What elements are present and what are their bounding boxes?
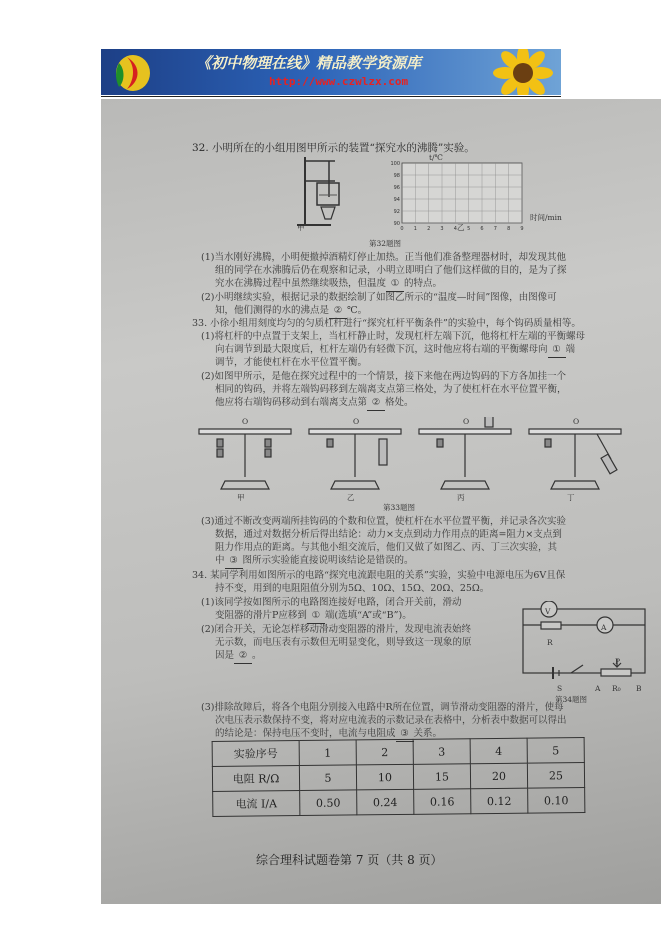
q33-fig-o-label-4: O bbox=[573, 417, 580, 426]
q34-p2-line2: 无示数，而电压表有示数但无明显变化，则导致这一现象的原 bbox=[215, 637, 472, 648]
q34-rheostat-label: R₀ bbox=[612, 684, 621, 693]
q34-caption: 第34题图 bbox=[555, 695, 588, 704]
q32-fig-b-label: 乙 bbox=[457, 223, 465, 232]
q33-fig-o-label-1: O bbox=[242, 417, 249, 426]
table-cell: 0.50 bbox=[300, 790, 357, 816]
q34-ammeter-label: A bbox=[601, 623, 607, 632]
table-header-current: 电流 I/A bbox=[213, 791, 300, 817]
graph-y-tick-label: 96 bbox=[393, 185, 400, 191]
table-cell: 1 bbox=[299, 740, 356, 766]
graph-x-tick-label: 3 bbox=[440, 226, 444, 232]
q34-p2-line1: (2)闭合开关，无论怎样移动滑动变阻器的滑片，发现电流表始终 bbox=[201, 624, 471, 635]
table-cell: 5 bbox=[527, 738, 584, 764]
q33-fig-label-2: 乙 bbox=[347, 493, 355, 502]
q34-p2-blank: ② bbox=[234, 649, 252, 664]
q33-p2-line3-text: 他应将右端钩码移动到右端离支点第 bbox=[215, 397, 368, 408]
q34-p2-line3 bbox=[215, 649, 262, 664]
q34-stem-line2: 持不变，用到的电阻阻值分别为5Ω、10Ω、15Ω、20Ω、25Ω。 bbox=[215, 583, 490, 594]
q33-p2-line1: (2)如图甲所示，是他在探究过程中的一个情景，接下来他在两边钩码的下方各加挂一个 bbox=[201, 371, 566, 382]
exam-page-photo bbox=[101, 99, 661, 904]
q33-p2-tail: 格处。 bbox=[385, 397, 414, 408]
q33-p3-line2: 数据，通过对数据分析后得出结论：动力×支点到动力作用点的距离=阻力×支点到 bbox=[215, 529, 562, 540]
page-footer: 综合理科试题卷第 7 页（共 8 页） bbox=[256, 853, 443, 867]
graph-x-tick-label: 0 bbox=[400, 226, 404, 232]
table-cell: 3 bbox=[413, 739, 470, 765]
graph-y-tick-label: 90 bbox=[393, 221, 400, 227]
table-cell: 25 bbox=[527, 763, 584, 789]
q32-p2-line2-text: 知，他们测得的水的沸点是 bbox=[215, 305, 330, 316]
q33-p3-blank: ③ bbox=[225, 554, 243, 569]
q32-p1-tail: 的特点。 bbox=[404, 278, 443, 289]
table-cell: 0.12 bbox=[471, 788, 528, 814]
table-header-resistance: 电阻 R/Ω bbox=[212, 766, 299, 792]
graph-x-tick-label: 4 bbox=[453, 226, 457, 232]
q34-p3-line2: 次电压表示数保持不变，将对应电流表的示数记录在表格中，分析表中数据可以得出 bbox=[215, 715, 567, 726]
q33-p2-line3 bbox=[215, 396, 414, 411]
graph-y-tick-label: 94 bbox=[393, 197, 400, 203]
table-row bbox=[212, 763, 584, 792]
table-row bbox=[213, 788, 585, 817]
q32-caption: 第32题图 bbox=[369, 239, 402, 248]
graph-y-tick-label: 98 bbox=[393, 173, 400, 179]
q34-p2-tail: 。 bbox=[252, 650, 262, 661]
header-banner bbox=[101, 49, 561, 95]
q34-p3-line3-text: 的结论是：保持电压不变时，电流与电阻成 bbox=[215, 728, 396, 739]
graph-x-tick-label: 6 bbox=[480, 226, 484, 232]
graph-x-tick-label: 2 bbox=[427, 226, 431, 232]
q33-p3-line4a: 中 bbox=[215, 555, 225, 566]
q34-switch-label: S bbox=[557, 684, 563, 693]
q33-p1-line2-text: 向右调节到最大限度后，杠杆左端仍有轻微下沉，这时他应将右端的平衡螺母向 bbox=[215, 344, 548, 355]
q32-p2-tail: ℃。 bbox=[347, 305, 368, 316]
q32-p1-line2: 组的同学在水沸腾后仍在观察和记录，小明立即明白了他们这样做的目的，是为了探 bbox=[215, 265, 567, 276]
q33-stem: 33. 小徐小组用刻度均匀的匀质杠杆进行“探究杠杆平衡条件”的实验中，每个钩码质量相等。 bbox=[192, 318, 581, 329]
q33-lever-figures bbox=[193, 417, 623, 507]
q34-p1-tail: 端(选填“A”或“B”)。 bbox=[324, 610, 412, 621]
graph-x-tick-label: 9 bbox=[520, 226, 524, 232]
banner-url[interactable]: http://www.czwlzx.com bbox=[269, 75, 409, 88]
q34-slider-label: P bbox=[615, 657, 621, 666]
q34-stem-line1: 34. 某同学利用如图所示的电路“探究电流跟电阻的关系”实验，实验中电源电压为6V且保 bbox=[192, 570, 566, 581]
q32-graph-x-label: 时间/min bbox=[530, 213, 562, 222]
graph-x-tick-label: 7 bbox=[493, 226, 497, 232]
q34-end-b-label: B bbox=[636, 684, 642, 693]
q34-p3-line1: (3)排除故障后，将各个电阻分别接入电路中R所在位置，调节滑动变阻器的滑片，使每 bbox=[201, 702, 564, 713]
site-logo-icon bbox=[105, 49, 165, 95]
graph-plot-area bbox=[402, 163, 522, 223]
q32-graph-y-label: t/℃ bbox=[429, 153, 443, 162]
q33-p3-line3: 阻力作用点的距离。与其他小组交流后，他们又做了如图乙、丙、丁三次实验，其 bbox=[215, 542, 558, 553]
q32-p1-line3-text: 究水在沸腾过程中虽然继续吸热，但温度 bbox=[215, 278, 387, 289]
q32-p2-line1: (2)小明继续实验，根据记录的数据绘制了如图乙所示的“温度—时间”图像，由图像可 bbox=[201, 292, 557, 303]
q32-p1-line3 bbox=[215, 277, 442, 292]
table-cell: 20 bbox=[470, 763, 527, 789]
graph-x-tick-label: 1 bbox=[413, 226, 417, 232]
q34-circuit-diagram bbox=[513, 601, 653, 681]
table-cell: 5 bbox=[299, 765, 356, 791]
table-row bbox=[212, 738, 584, 767]
table-cell: 10 bbox=[356, 764, 413, 790]
q33-p1-tail: 端 bbox=[565, 344, 576, 355]
q34-end-a-label: A bbox=[595, 684, 601, 693]
table-cell: 0.10 bbox=[528, 788, 585, 814]
q32-p2-blank: ② bbox=[329, 304, 347, 319]
q33-fig-label-3: 丙 bbox=[457, 493, 465, 502]
q33-p3-line1: (3)通过不断改变两端所挂钩码的个数和位置，使杠杆在水平位置平衡，并记录各次实验 bbox=[201, 516, 566, 527]
q33-p3-line4b: 图所示实验能直接说明该结论是错误的。 bbox=[242, 555, 414, 566]
graph-x-tick-label: 8 bbox=[507, 226, 511, 232]
q33-fig-o-label-3: O bbox=[463, 417, 470, 426]
graph-y-tick-label: 92 bbox=[393, 209, 400, 215]
table-cell: 4 bbox=[470, 738, 527, 764]
q33-caption: 第33题图 bbox=[383, 503, 416, 512]
table-header-seq: 实验序号 bbox=[212, 741, 299, 767]
q34-p1-line2-text: 变阻器的滑片P应移到 bbox=[215, 610, 307, 621]
table-cell: 0.24 bbox=[357, 789, 414, 815]
q33-p1-line3: 调节，才能使杠杆在水平位置平衡。 bbox=[215, 357, 368, 368]
q34-p1-line1: (1)该同学按如图所示的电路图连接好电路，闭合开关前，滑动 bbox=[201, 597, 462, 608]
q34-voltmeter-label: V bbox=[545, 607, 551, 616]
q34-data-table bbox=[212, 737, 586, 817]
q32-fig-a-label: 甲 bbox=[297, 223, 305, 232]
q34-p1-blank: ① bbox=[307, 609, 325, 624]
q34-p2-line3-text: 因是 bbox=[215, 650, 235, 661]
q33-p2-blank: ② bbox=[367, 396, 385, 411]
q33-fig-label-1: 甲 bbox=[237, 493, 245, 502]
q32-p1-line1: (1)当水刚好沸腾，小明便撤掉酒精灯停止加热。正当他们准备整理器材时，却发现其他 bbox=[201, 252, 566, 263]
table-cell: 2 bbox=[356, 739, 413, 765]
sunflower-icon bbox=[483, 49, 561, 95]
graph-y-tick-label: 100 bbox=[390, 161, 400, 167]
q33-p1-blank: ① bbox=[548, 343, 566, 358]
q32-stem: 32. 小明所在的小组用图甲所示的装置“探究水的沸腾”实验。 bbox=[192, 142, 475, 154]
banner-title: 《初中物理在线》精品教学资源库 bbox=[196, 54, 422, 72]
q33-p1-line1: (1)将杠杆的中点置于支架上，当杠杆静止时，发现杠杆左端下沉，他将杠杆左端的平衡螺母 bbox=[201, 331, 585, 342]
table-cell: 15 bbox=[413, 764, 470, 790]
banner-divider bbox=[101, 96, 561, 97]
q33-p2-line2: 相同的钩码，并将左端钩码移到左端离支点第三格处，为了使杠杆在水平位置平衡， bbox=[215, 384, 567, 395]
q33-fig-o-label-2: O bbox=[353, 417, 360, 426]
table-cell: 0.16 bbox=[414, 789, 471, 815]
q34-resistor-label: R bbox=[547, 638, 553, 647]
q32-p1-blank: ① bbox=[386, 277, 404, 292]
q34-p3-tail: 关系。 bbox=[413, 728, 443, 739]
q33-p3-line4 bbox=[215, 554, 414, 569]
graph-x-tick-label: 5 bbox=[467, 226, 471, 232]
q33-fig-label-4: 丁 bbox=[567, 493, 575, 502]
q34-p3-blank: ③ bbox=[396, 727, 414, 742]
q34-p1-line2 bbox=[215, 609, 412, 624]
